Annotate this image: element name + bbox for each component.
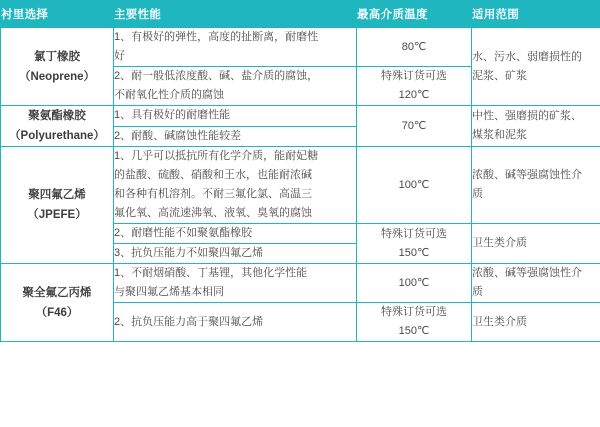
cell-temperature — [357, 28, 472, 67]
scope-line: 泥浆、矿浆 — [472, 69, 527, 82]
cell-scope — [472, 224, 600, 264]
cell-temperature — [357, 303, 472, 342]
performance-line: 3、抗负压能力不如聚四氟乙烯 — [114, 247, 264, 259]
lining-name-en: （Polyurethane） — [9, 130, 105, 142]
table-header-row — [1, 1, 600, 28]
cell-scope — [472, 147, 600, 224]
lining-name: 聚四氟乙烯 — [28, 189, 86, 201]
performance-line: 与聚四氟乙烯基本相同 — [114, 286, 224, 298]
performance-line: 1、不耐烟硝酸、丁基锂，其他化学性能 — [114, 267, 308, 279]
cell-scope — [472, 28, 600, 106]
lining-name: 聚氨酯橡胶 — [28, 110, 86, 122]
performance-line: 2、耐一般低浓度酸、碱、盐介质的腐蚀， — [114, 70, 319, 82]
cell-performance — [114, 28, 357, 67]
temperature-line: 100℃ — [398, 276, 430, 289]
cell-performance — [114, 147, 357, 224]
scope-line: 质 — [472, 286, 483, 298]
scope-line: 卫生类介质 — [472, 237, 527, 249]
column-header-performance: 主要性能 — [114, 1, 357, 28]
table-header — [1, 1, 600, 28]
cell-temperature — [357, 264, 472, 303]
cell-lining-neoprene — [1, 28, 114, 106]
performance-line: 1、几乎可以抵抗所有化学介质，能耐妃糖 — [114, 150, 319, 162]
temperature-line: 100℃ — [398, 178, 430, 191]
column-header-scope: 适用范围 — [472, 1, 600, 28]
cell-scope — [472, 106, 600, 147]
cell-temperature — [357, 67, 472, 106]
cell-temperature — [357, 147, 472, 224]
cell-performance — [114, 106, 357, 127]
temperature-line: 150℃ — [398, 325, 430, 337]
lining-name-en: （JPEFE） — [27, 209, 87, 221]
cell-performance — [114, 264, 357, 303]
performance-line: 和各种有机溶剂。不耐三氟化氯、高温三 — [114, 188, 312, 200]
scope-line: 煤浆和泥浆 — [472, 129, 527, 141]
cell-scope — [472, 303, 600, 342]
scope-line: 浓酸、碱等强腐蚀性介 — [472, 169, 582, 181]
scope-line: 卫生类介质 — [472, 315, 527, 328]
cell-performance — [114, 303, 357, 342]
table-row — [1, 264, 600, 303]
column-header-lining: 衬里选择 — [1, 1, 114, 28]
scope-line: 浓酸、碱等强腐蚀性介 — [472, 267, 582, 279]
performance-line: 不耐氧化性介质的腐蚀 — [114, 89, 224, 101]
temperature-line: 120℃ — [398, 89, 430, 101]
performance-line: 2、耐酸、碱腐蚀性能较差 — [114, 129, 242, 142]
column-header-max-temperature: 最高介质温度 — [357, 1, 472, 28]
temperature-line: 70℃ — [401, 119, 427, 132]
scope-line: 水、污水、弱磨损性的 — [472, 50, 582, 63]
table-row — [1, 147, 600, 224]
cell-lining-fep — [1, 264, 114, 342]
cell-performance — [114, 244, 357, 264]
cell-lining-ptfe — [1, 147, 114, 264]
performance-line: 的盐酸、硫酸、硝酸和王水，也能耐浓碱 — [114, 169, 312, 181]
lining-name: 聚全氟乙丙烯 — [22, 286, 92, 299]
cell-performance — [114, 67, 357, 106]
temperature-line: 150℃ — [398, 246, 430, 259]
performance-line: 1、有极好的弹性，高度的扯断离，耐磨性 — [114, 31, 319, 43]
temperature-line: 特殊订货可选 — [381, 70, 447, 82]
cell-scope — [472, 264, 600, 303]
scope-line: 质 — [472, 188, 483, 200]
temperature-line: 特殊订货可选 — [381, 306, 447, 318]
performance-line: 2、抗负压能力高于聚四氟乙烯 — [114, 315, 264, 328]
cell-temperature — [357, 106, 472, 147]
lining-name-en: （F46） — [35, 306, 79, 319]
temperature-line: 特殊订货可选 — [381, 227, 447, 240]
lining-name: 氯丁橡胶 — [34, 50, 80, 63]
cell-temperature — [357, 224, 472, 264]
table-row — [1, 106, 600, 127]
table-body — [1, 28, 600, 342]
performance-line: 2、耐磨性能不如聚氨酯橡胶 — [114, 227, 253, 239]
performance-line: 1、具有极好的耐磨性能 — [114, 109, 231, 122]
performance-line: 好 — [114, 50, 125, 62]
cell-lining-polyurethane — [1, 106, 114, 147]
cell-performance — [114, 126, 357, 147]
scope-line: 中性、强磨损的矿浆、 — [472, 110, 582, 122]
temperature-line: 80℃ — [401, 40, 427, 53]
table-row — [1, 28, 600, 67]
cell-performance — [114, 224, 357, 244]
performance-line: 氟化氧、高流速沸氧、液氧、臭氧的腐蚀 — [114, 207, 312, 219]
lining-name-en: （Neoprene） — [18, 70, 96, 83]
